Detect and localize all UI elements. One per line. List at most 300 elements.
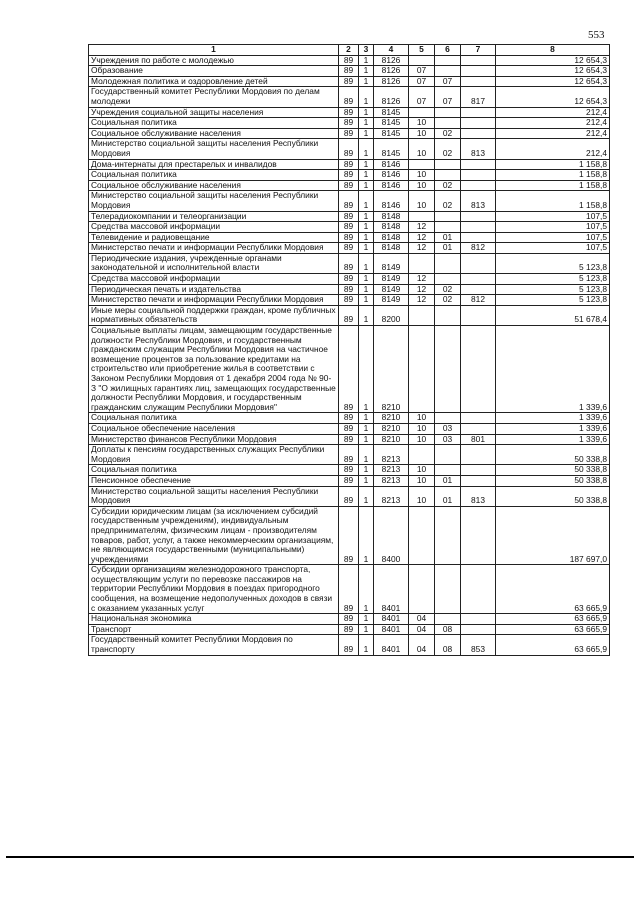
code-cell: 10	[409, 486, 435, 506]
code-cell: 12	[409, 295, 435, 306]
table-row	[89, 139, 610, 159]
code-cell: 89	[339, 107, 359, 118]
code-cell	[435, 55, 461, 66]
code-cell: 89	[339, 326, 359, 413]
table-row	[89, 506, 610, 565]
code-cell: 89	[339, 170, 359, 181]
code-cell	[435, 445, 461, 465]
code-cell: 89	[339, 87, 359, 107]
code-cell: 8149	[374, 253, 409, 273]
code-cell: 89	[339, 486, 359, 506]
row-name-cell: Министерство социальной защиты населения Республики Мордовия	[89, 191, 339, 211]
code-cell: 89	[339, 191, 359, 211]
code-cell: 813	[461, 139, 496, 159]
code-cell: 12	[409, 274, 435, 285]
row-name-cell: Министерство социальной защиты населения Республики Мордовия	[89, 139, 339, 159]
table-row	[89, 486, 610, 506]
column-header: 3	[359, 45, 374, 56]
code-cell: 03	[435, 423, 461, 434]
row-name-cell: Средства массовой информации	[89, 274, 339, 285]
code-cell: 89	[339, 295, 359, 306]
table-row	[89, 170, 610, 181]
code-cell: 89	[339, 475, 359, 486]
code-cell: 1	[359, 624, 374, 635]
row-name-cell: Государственный комитет Республики Мордовия по делам молодежи	[89, 87, 339, 107]
code-cell: 8146	[374, 170, 409, 181]
code-cell: 01	[435, 243, 461, 254]
amount-cell: 212,4	[496, 107, 610, 118]
code-cell: 02	[435, 139, 461, 159]
code-cell: 89	[339, 159, 359, 170]
code-cell	[461, 506, 496, 565]
column-header: 7	[461, 45, 496, 56]
code-cell	[409, 253, 435, 273]
code-cell	[435, 506, 461, 565]
code-cell	[461, 624, 496, 635]
code-cell	[461, 326, 496, 413]
row-name-cell: Социальное обслуживание населения	[89, 128, 339, 139]
code-cell	[461, 284, 496, 295]
row-name-cell: Государственный комитет Республики Мордовия по транспорту	[89, 635, 339, 655]
column-header: 4	[374, 45, 409, 56]
code-cell: 1	[359, 445, 374, 465]
code-cell: 8401	[374, 614, 409, 625]
code-cell	[461, 423, 496, 434]
code-cell: 1	[359, 326, 374, 413]
row-name-cell: Образование	[89, 66, 339, 77]
code-cell: 8210	[374, 434, 409, 445]
amount-cell: 5 123,8	[496, 253, 610, 273]
code-cell: 1	[359, 295, 374, 306]
code-cell: 8148	[374, 222, 409, 233]
code-cell	[409, 565, 435, 614]
code-cell	[409, 107, 435, 118]
code-cell: 10	[409, 170, 435, 181]
column-header: 5	[409, 45, 435, 56]
code-cell: 03	[435, 434, 461, 445]
column-header: 1	[89, 45, 339, 56]
code-cell: 89	[339, 614, 359, 625]
code-cell: 801	[461, 434, 496, 445]
code-cell: 817	[461, 87, 496, 107]
row-name-cell: Министерство финансов Республики Мордовия	[89, 434, 339, 445]
code-cell: 07	[409, 87, 435, 107]
row-name-cell: Иные меры социальной поддержки граждан, кроме публичных нормативных обязательств	[89, 305, 339, 325]
code-cell	[435, 305, 461, 325]
code-cell: 02	[435, 180, 461, 191]
code-cell	[461, 305, 496, 325]
table-row	[89, 274, 610, 285]
code-cell: 8126	[374, 87, 409, 107]
code-cell: 89	[339, 284, 359, 295]
code-cell: 8213	[374, 475, 409, 486]
code-cell	[435, 159, 461, 170]
code-cell: 89	[339, 139, 359, 159]
code-cell: 12	[409, 222, 435, 233]
row-name-cell: Социальное обеспечение населения	[89, 423, 339, 434]
code-cell	[461, 232, 496, 243]
code-cell: 1	[359, 635, 374, 655]
code-cell: 813	[461, 486, 496, 506]
code-cell	[461, 465, 496, 476]
code-cell: 1	[359, 87, 374, 107]
code-cell	[461, 180, 496, 191]
row-name-cell: Социальная политика	[89, 170, 339, 181]
code-cell	[461, 413, 496, 424]
code-cell: 1	[359, 55, 374, 66]
code-cell: 853	[461, 635, 496, 655]
budget-table	[88, 44, 610, 656]
amount-cell: 212,4	[496, 128, 610, 139]
code-cell: 8145	[374, 139, 409, 159]
code-cell	[461, 118, 496, 129]
row-name-cell: Молодежная политика и оздоровление детей	[89, 76, 339, 87]
table-row	[89, 465, 610, 476]
code-cell: 89	[339, 413, 359, 424]
code-cell: 8146	[374, 159, 409, 170]
table-row	[89, 635, 610, 655]
table-row	[89, 191, 610, 211]
code-cell	[435, 465, 461, 476]
code-cell: 1	[359, 191, 374, 211]
code-cell: 10	[409, 423, 435, 434]
code-cell: 10	[409, 434, 435, 445]
code-cell: 89	[339, 76, 359, 87]
table-row	[89, 159, 610, 170]
code-cell: 10	[409, 465, 435, 476]
code-cell: 89	[339, 465, 359, 476]
code-cell	[435, 274, 461, 285]
code-cell	[461, 222, 496, 233]
table-row	[89, 118, 610, 129]
table-row	[89, 413, 610, 424]
code-cell: 8400	[374, 506, 409, 565]
code-cell	[461, 614, 496, 625]
code-cell: 89	[339, 624, 359, 635]
code-cell	[461, 253, 496, 273]
table-row	[89, 87, 610, 107]
code-cell	[435, 170, 461, 181]
row-name-cell: Национальная экономика	[89, 614, 339, 625]
code-cell: 1	[359, 107, 374, 118]
code-cell	[461, 170, 496, 181]
code-cell	[461, 55, 496, 66]
row-name-cell: Телерадиокомпании и телеорганизации	[89, 211, 339, 222]
code-cell: 04	[409, 624, 435, 635]
code-cell: 07	[435, 87, 461, 107]
code-cell: 02	[435, 128, 461, 139]
code-cell: 89	[339, 434, 359, 445]
code-cell: 01	[435, 486, 461, 506]
code-cell: 1	[359, 284, 374, 295]
code-cell: 813	[461, 191, 496, 211]
code-cell: 04	[409, 614, 435, 625]
amount-cell: 50 338,8	[496, 465, 610, 476]
table-row	[89, 423, 610, 434]
amount-cell: 5 123,8	[496, 284, 610, 295]
code-cell: 04	[409, 635, 435, 655]
row-name-cell: Дома-интернаты для престарелых и инвалидов	[89, 159, 339, 170]
code-cell: 08	[435, 635, 461, 655]
code-cell: 12	[409, 284, 435, 295]
code-cell: 1	[359, 413, 374, 424]
code-cell: 1	[359, 211, 374, 222]
code-cell	[461, 565, 496, 614]
table-row	[89, 107, 610, 118]
amount-cell: 12 654,3	[496, 87, 610, 107]
bottom-rule	[6, 856, 634, 858]
code-cell	[461, 76, 496, 87]
row-name-cell: Министерство печати и информации Республики Мордовия	[89, 243, 339, 254]
code-cell: 1	[359, 118, 374, 129]
row-name-cell: Периодические издания, учрежденные органами законодательной и исполнительной власти	[89, 253, 339, 273]
code-cell: 1	[359, 66, 374, 77]
code-cell: 01	[435, 232, 461, 243]
code-cell: 1	[359, 475, 374, 486]
row-name-cell: Доплаты к пенсиям государственных служащих Республики Мордовия	[89, 445, 339, 465]
row-name-cell: Субсидии юридическим лицам (за исключением субсидий государственным учреждениям), индивидуальным предпринимателям, физическим лицам - производителям товаров, работ, услуг, а также некоммерческим организациям, не являющимся государственными (муниципальными) учреждениями	[89, 506, 339, 565]
code-cell: 07	[435, 76, 461, 87]
row-name-cell: Социальная политика	[89, 118, 339, 129]
code-cell	[461, 128, 496, 139]
page-number: 553	[588, 29, 605, 41]
row-name-cell: Социальная политика	[89, 413, 339, 424]
code-cell: 1	[359, 180, 374, 191]
code-cell: 89	[339, 66, 359, 77]
code-cell	[461, 445, 496, 465]
amount-cell: 212,4	[496, 139, 610, 159]
table-header-row	[89, 45, 610, 56]
code-cell	[409, 159, 435, 170]
code-cell: 8148	[374, 243, 409, 254]
amount-cell: 5 123,8	[496, 295, 610, 306]
code-cell: 89	[339, 55, 359, 66]
code-cell: 8210	[374, 413, 409, 424]
code-cell	[435, 565, 461, 614]
code-cell: 12	[409, 243, 435, 254]
row-name-cell: Средства массовой информации	[89, 222, 339, 233]
code-cell: 89	[339, 305, 359, 325]
amount-cell: 63 665,9	[496, 635, 610, 655]
code-cell: 1	[359, 139, 374, 159]
row-name-cell: Телевидение и радиовещание	[89, 232, 339, 243]
table-row	[89, 445, 610, 465]
code-cell	[435, 326, 461, 413]
row-name-cell: Транспорт	[89, 624, 339, 635]
code-cell: 8213	[374, 445, 409, 465]
amount-cell: 1 158,8	[496, 170, 610, 181]
code-cell: 8126	[374, 55, 409, 66]
table-row	[89, 565, 610, 614]
code-cell: 8200	[374, 305, 409, 325]
code-cell: 12	[409, 232, 435, 243]
table-row	[89, 475, 610, 486]
code-cell	[435, 614, 461, 625]
amount-cell: 63 665,9	[496, 614, 610, 625]
code-cell	[461, 107, 496, 118]
code-cell: 1	[359, 614, 374, 625]
code-cell: 8210	[374, 326, 409, 413]
row-name-cell: Пенсионное обеспечение	[89, 475, 339, 486]
code-cell: 8146	[374, 191, 409, 211]
table-row	[89, 211, 610, 222]
table-row	[89, 232, 610, 243]
code-cell: 89	[339, 243, 359, 254]
code-cell	[409, 55, 435, 66]
code-cell: 1	[359, 423, 374, 434]
code-cell: 8146	[374, 180, 409, 191]
code-cell: 1	[359, 434, 374, 445]
amount-cell: 1 339,6	[496, 326, 610, 413]
column-header: 6	[435, 45, 461, 56]
code-cell: 01	[435, 475, 461, 486]
code-cell: 89	[339, 445, 359, 465]
code-cell: 1	[359, 506, 374, 565]
code-cell: 10	[409, 191, 435, 211]
amount-cell: 1 339,6	[496, 423, 610, 434]
code-cell	[461, 475, 496, 486]
code-cell	[409, 506, 435, 565]
row-name-cell: Министерство социальной защиты населения Республики Мордовия	[89, 486, 339, 506]
table-body	[89, 55, 610, 655]
code-cell: 1	[359, 305, 374, 325]
code-cell	[409, 326, 435, 413]
code-cell: 8401	[374, 624, 409, 635]
code-cell	[435, 107, 461, 118]
code-cell: 1	[359, 159, 374, 170]
amount-cell: 1 158,8	[496, 159, 610, 170]
code-cell: 89	[339, 274, 359, 285]
table-row	[89, 76, 610, 87]
code-cell: 89	[339, 211, 359, 222]
code-cell: 02	[435, 284, 461, 295]
amount-cell: 1 339,6	[496, 434, 610, 445]
code-cell	[435, 211, 461, 222]
code-cell: 89	[339, 180, 359, 191]
code-cell: 89	[339, 118, 359, 129]
amount-cell: 107,5	[496, 243, 610, 254]
code-cell	[409, 211, 435, 222]
row-name-cell: Учреждения по работе с молодежью	[89, 55, 339, 66]
row-name-cell: Социальная политика	[89, 465, 339, 476]
table-row	[89, 284, 610, 295]
amount-cell: 12 654,3	[496, 66, 610, 77]
code-cell: 02	[435, 191, 461, 211]
table-row	[89, 55, 610, 66]
row-name-cell: Министерство печати и информации Республики Мордовия	[89, 295, 339, 306]
code-cell: 89	[339, 253, 359, 273]
code-cell	[435, 253, 461, 273]
code-cell: 10	[409, 413, 435, 424]
code-cell: 1	[359, 465, 374, 476]
table-row	[89, 295, 610, 306]
code-cell: 8213	[374, 465, 409, 476]
code-cell: 10	[409, 118, 435, 129]
code-cell: 8149	[374, 295, 409, 306]
amount-cell: 50 338,8	[496, 475, 610, 486]
amount-cell: 187 697,0	[496, 506, 610, 565]
code-cell: 10	[409, 180, 435, 191]
code-cell: 8401	[374, 565, 409, 614]
table-row	[89, 624, 610, 635]
amount-cell: 1 158,8	[496, 191, 610, 211]
code-cell: 8145	[374, 128, 409, 139]
code-cell: 10	[409, 128, 435, 139]
code-cell: 8148	[374, 232, 409, 243]
code-cell	[461, 211, 496, 222]
code-cell: 89	[339, 232, 359, 243]
code-cell: 10	[409, 139, 435, 159]
code-cell: 08	[435, 624, 461, 635]
amount-cell: 63 665,9	[496, 565, 610, 614]
code-cell: 8126	[374, 76, 409, 87]
table-row	[89, 614, 610, 625]
code-cell: 89	[339, 222, 359, 233]
code-cell: 02	[435, 295, 461, 306]
code-cell: 8210	[374, 423, 409, 434]
row-name-cell: Периодическая печать и издательства	[89, 284, 339, 295]
row-name-cell: Субсидии организациям железнодорожного транспорта, осуществляющим услуги по перевозке пассажиров на территории Республики Мордовия в поездах пригородного сообщения, на возмещение недополученных доходов в связи с оказанием указанных услуг	[89, 565, 339, 614]
table-row	[89, 326, 610, 413]
code-cell	[461, 274, 496, 285]
code-cell: 1	[359, 232, 374, 243]
code-cell	[435, 66, 461, 77]
code-cell	[435, 118, 461, 129]
table-row	[89, 243, 610, 254]
column-header: 2	[339, 45, 359, 56]
amount-cell: 12 654,3	[496, 55, 610, 66]
amount-cell: 107,5	[496, 222, 610, 233]
code-cell: 1	[359, 76, 374, 87]
row-name-cell: Учреждения социальной защиты населения	[89, 107, 339, 118]
code-cell: 1	[359, 253, 374, 273]
row-name-cell: Социальные выплаты лицам, замещающим государственные должности Республики Мордовия, и государственным гражданским служащим Республики Мордовия на частичное возмещение процентов за пользование кредитами на строительство или приобретение жилья в соответствии с Законом Республики Мордовия от 1 декабря 2004 года № 90-З "О жилищных гарантиях лиц, замещающих государственные должности Республики Мордовия, и государственным гражданским служащим Республики Мордовия"	[89, 326, 339, 413]
code-cell: 8149	[374, 284, 409, 295]
amount-cell: 5 123,8	[496, 274, 610, 285]
code-cell: 89	[339, 128, 359, 139]
amount-cell: 12 654,3	[496, 76, 610, 87]
amount-cell: 107,5	[496, 232, 610, 243]
table-row	[89, 305, 610, 325]
table-row	[89, 222, 610, 233]
column-header: 8	[496, 45, 610, 56]
code-cell: 1	[359, 565, 374, 614]
code-cell	[435, 222, 461, 233]
table-row	[89, 180, 610, 191]
code-cell: 812	[461, 295, 496, 306]
code-cell: 89	[339, 565, 359, 614]
code-cell: 1	[359, 274, 374, 285]
code-cell: 89	[339, 506, 359, 565]
amount-cell: 51 678,4	[496, 305, 610, 325]
code-cell	[461, 66, 496, 77]
code-cell: 07	[409, 66, 435, 77]
table-row	[89, 434, 610, 445]
amount-cell: 50 338,8	[496, 486, 610, 506]
code-cell: 89	[339, 635, 359, 655]
amount-cell: 63 665,9	[496, 624, 610, 635]
code-cell	[409, 445, 435, 465]
code-cell: 8126	[374, 66, 409, 77]
code-cell: 1	[359, 128, 374, 139]
code-cell: 1	[359, 170, 374, 181]
amount-cell: 1 158,8	[496, 180, 610, 191]
amount-cell: 212,4	[496, 118, 610, 129]
code-cell: 1	[359, 222, 374, 233]
amount-cell: 107,5	[496, 211, 610, 222]
code-cell: 8148	[374, 211, 409, 222]
code-cell: 1	[359, 486, 374, 506]
